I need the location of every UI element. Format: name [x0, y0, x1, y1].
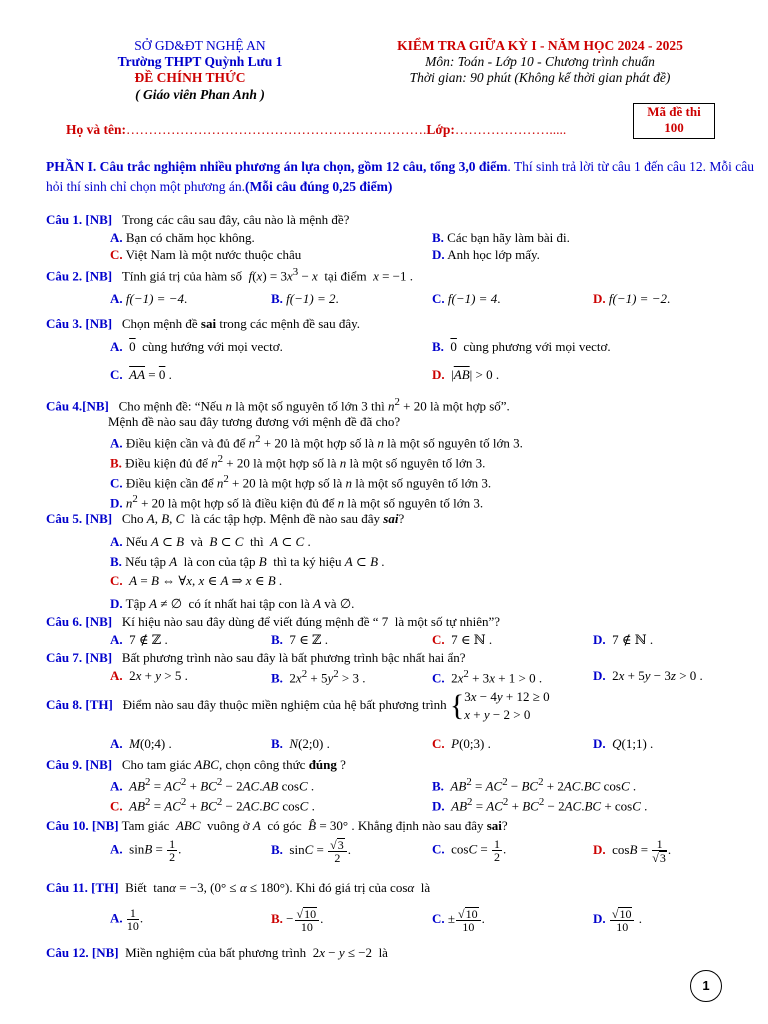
q2-text2: tại điểm	[324, 268, 367, 284]
q10-option-c[interactable]: C. cosC = $\frac{1}{2}$ .	[432, 837, 507, 864]
q4-b-text: Điều kiện đủ để	[125, 455, 208, 471]
q1-option-d[interactable]: D. Anh học lớp mấy.	[432, 247, 540, 262]
q4-a-text2: là một hợp số là	[290, 435, 375, 451]
part1-title: PHẦN I. Câu trắc nghiệm nhiều phương án lựa chọn, gồm 12 câu, tổng 3,0 điểm	[46, 159, 508, 174]
q11-label: Câu 11. [TH]	[46, 880, 119, 895]
q5-d-text3: và	[324, 596, 337, 611]
q4-text-c: là một hợp số”.	[430, 398, 510, 414]
q11-option-a[interactable]: A. $\frac{1}{10}$ .	[110, 906, 144, 933]
question-5: Câu 5. [NB] Cho A, B, C là các tập hợp. Mệnh đề nào sau đây sai?	[46, 511, 405, 526]
q6-text: Kí hiệu nào sau đây dùng để viết đúng mệnh đề “	[121, 614, 379, 629]
question-6: Câu 6. [NB] Kí hiệu nào sau đây dùng để viết đúng mệnh đề “ 7 là một số tự nhiên”?	[46, 614, 501, 629]
q9-option-c[interactable]: C. $AB^2 = AC^2 + BC^2 - 2AC.BC$ cosC .	[110, 796, 315, 814]
q4-b-text2: là một hợp số là	[253, 455, 337, 471]
q4-a-text: Điều kiện cần và đủ để	[125, 435, 246, 451]
q4-c-text3: là một số nguyên tố lớn 3.	[355, 475, 492, 491]
q4-label: Câu 4.[NB]	[46, 398, 109, 414]
q5-label: Câu 5. [NB]	[46, 511, 113, 526]
q8-option-d[interactable]: D. Q(1;1) .	[593, 736, 654, 751]
q1-c-text: Việt Nam là một nước thuộc châu	[125, 247, 302, 262]
question-11: Câu 11. [TH] Biết tanα = −3, (0° ≤ α ≤ 180°). Khi đó giá trị của cosα là	[46, 880, 431, 895]
q5-option-d[interactable]: D. Tập A ≠ ∅ có ít nhất hai tập con là A và ∅.	[110, 596, 355, 611]
q9-text-a: Cho tam giác	[121, 757, 192, 772]
student-name-field[interactable]: ………………………………………………………….	[126, 122, 427, 137]
q2-option-d[interactable]: D. f(−1) = −2.	[593, 291, 671, 306]
q5-d-text2: có ít nhất hai tập con là	[188, 596, 310, 611]
q11-option-b[interactable]: B. − $\frac{√10}{10}$ .	[271, 907, 324, 934]
q7-option-a[interactable]: A. 2x + y > 5 .	[110, 668, 188, 683]
q9-text-b: , chọn công thức	[218, 757, 306, 772]
q8-option-a[interactable]: A. M(0;4) .	[110, 736, 172, 751]
q6-text2: là một số tự nhiên”?	[394, 614, 501, 629]
q12-text-b: là	[378, 945, 388, 960]
q7-option-d[interactable]: D. 2x + 5y − 3z > 0 .	[593, 668, 703, 683]
q4-d-text2: là một hợp số là điều kiện đủ để	[167, 495, 335, 511]
q2-b-text: f(−1) = 2	[286, 291, 336, 306]
q5-option-c[interactable]: C. A = B ⇔ ∀x, x ∈ A ⇒ x ∈ B .	[110, 573, 283, 588]
exam-code-value: 100	[664, 120, 684, 135]
q5-option-a[interactable]: A. Nếu A ⊂ B và B ⊂ C thì A ⊂ C .	[110, 534, 311, 549]
school-name: Trường THPT Quỳnh Lưu 1	[117, 54, 283, 69]
q5-option-b[interactable]: B. Nếu tập A là con của tập B thì ta ký hiệu A ⊂ B .	[110, 554, 385, 569]
q5-a-text2: và	[190, 534, 203, 549]
q7-option-c[interactable]: C. $2x^2 + 3x + 1 > 0$ .	[432, 668, 543, 686]
q6-option-c[interactable]: C. 7 ∈ ℕ .	[432, 632, 493, 647]
question-12: Câu 12. [NB] Miền nghiệm của bất phương trình 2x − y ≤ −2 là	[46, 945, 388, 960]
part1-instr-a: . Thí sinh trả lời từ câu 1	[507, 159, 641, 174]
q5-b-text: Nếu tập	[125, 554, 166, 569]
q5-a-text3: thì	[249, 534, 264, 549]
q2-option-a[interactable]: A. f(−1) = −4.	[110, 291, 188, 306]
q5-text-b: là các tập hợp. Mệnh đề nào sau đây	[190, 511, 381, 526]
q8-text: Điểm nào sau đây thuộc miền nghiệm của hệ bất phương trình	[122, 696, 447, 712]
q4-c-text2: là một hợp số là	[258, 475, 343, 491]
department-name: SỞ GD&ĐT NGHỆ AN	[134, 38, 266, 53]
q1-label: Câu 1. [NB]	[46, 212, 113, 227]
q3-b-text: cùng phương với mọi vectơ.	[463, 339, 611, 354]
q2-a-text: f(−1) = −4	[125, 291, 184, 306]
q7-text: Bất phương trình nào sau đây là bất phương trình bậc nhất hai ẩn?	[121, 650, 466, 665]
q3-option-b[interactable]: B. 0 cùng phương với mọi vectơ.	[432, 339, 611, 354]
class-field[interactable]: ………………….....	[454, 122, 567, 137]
q2-option-b[interactable]: B. f(−1) = 2.	[271, 291, 339, 306]
q4-subtext: Mệnh đề nào sau đây tương đương với mệnh đề đã cho?	[108, 414, 401, 429]
q3-option-a[interactable]: A. 0 cùng hướng với mọi vectơ.	[110, 339, 283, 354]
q6-option-a[interactable]: A. 7 ∉ ℤ .	[110, 632, 168, 647]
part1-instructions	[46, 157, 758, 197]
q4-option-a[interactable]: A. Điều kiện cần và đủ để $n^2 + 20$ là một hợp số là n là một số nguyên tố lớn 3.	[110, 433, 523, 451]
q10-text-c: có góc	[267, 818, 302, 833]
q8-option-b[interactable]: B. N(2;0) .	[271, 736, 330, 751]
q5-d-text: Tập	[125, 596, 146, 611]
q2-text: Tính giá trị của hàm số	[121, 268, 243, 284]
q10-option-b[interactable]: B. sinC = $\frac{√3}{2}$ .	[271, 838, 351, 865]
exam-code-box	[633, 103, 715, 139]
question-4: Câu 4.[NB] Cho mệnh đề: “Nếu n là một số nguyên tố lớn 3 thì $n^2 + 20$ là một hợp số”.	[46, 396, 510, 414]
q5-b-text3: thì ta ký hiệu	[273, 554, 342, 569]
question-8: Câu 8. [TH] Điểm nào sau đây thuộc miền nghiệm của hệ bất phương trình { 3x − 4y + 12 ≥ 0 x + y − 2 > 0	[46, 689, 550, 722]
q5-a-text: Nếu	[125, 534, 148, 549]
q1-option-b[interactable]: B. Các bạn hãy làm bài đi.	[432, 230, 570, 245]
q4-option-d[interactable]: D. $n^2 + 20$ là một hợp số là điều kiện đủ để n là một số nguyên tố lớn 3.	[110, 493, 484, 511]
teacher-name: ( Giáo viên Phan Anh )	[135, 87, 265, 102]
q11-text-a: Biết	[125, 880, 147, 895]
q1-b-text: Các bạn hãy làm bài đi.	[447, 230, 570, 245]
q4-d-text3: là một số nguyên tố lớn 3.	[347, 495, 484, 511]
q3-option-c[interactable]: C. $\overline{AA} = 0$ .	[110, 367, 172, 382]
exam-code-label: Mã đề thi	[647, 104, 701, 119]
q7-label: Câu 7. [NB]	[46, 650, 113, 665]
q6-label: Câu 6. [NB]	[46, 614, 113, 629]
q2-c-text: f(−1) = 4	[447, 291, 498, 306]
q8-label: Câu 8. [TH]	[46, 696, 113, 712]
q4-c-text: Điều kiện cần để	[125, 475, 214, 491]
q2-label: Câu 2. [NB]	[46, 268, 113, 284]
page-number: 1	[690, 970, 722, 1002]
q3-label: Câu 3. [NB]	[46, 316, 113, 331]
question-1	[46, 212, 349, 228]
q6-option-d[interactable]: D. 7 ∉ ℕ .	[593, 632, 654, 647]
q4-option-c[interactable]: C. Điều kiện cần để $n^2 + 20$ là một hợp số là n là một số nguyên tố lớn 3.	[110, 473, 492, 491]
question-3	[46, 316, 360, 332]
exam-time: Thời gian: 90 phút (Không kể thời gian phát đề)	[409, 70, 671, 85]
q3-option-d[interactable]: D. $|\overline{AB}| > 0$ .	[432, 367, 500, 382]
q9-text-c: đúng	[308, 757, 337, 772]
q11-option-d[interactable]: D. $\frac{√10}{10}$ .	[593, 907, 642, 934]
q4-text-a: Cho mệnh đề: “Nếu	[118, 398, 223, 414]
q10-option-a[interactable]: A. sinB = $\frac{1}{2}$ .	[110, 837, 182, 864]
q3-a-text: cùng hướng với mọi vectơ.	[142, 339, 283, 354]
q4-a-text3: là một số nguyên tố lớn 3.	[387, 435, 523, 451]
question-2: Câu 2. [NB] Tính giá trị của hàm số $f(x) = 3x^3 - x$ tại điểm x = −1 .	[46, 266, 414, 284]
class-label: Lớp:	[426, 122, 455, 137]
q11-text-b: . Khi đó giá trị của	[289, 880, 387, 895]
part1-instr-bold: (Mỗi câu đúng 0,25 điểm)	[244, 179, 393, 194]
q9-label: Câu 9. [NB]	[46, 757, 113, 772]
question-10: Câu 10. [NB] Tam giác ABC vuông ở A có góc B̂ = 30° . Khẳng định nào sau đây sai?	[46, 818, 508, 833]
q1-option-c[interactable]: C. Việt Nam là một nước thuộc châu	[110, 247, 302, 262]
q10-text-e: sai	[486, 818, 502, 833]
q9-option-b[interactable]: B. $AB^2 = AC^2 - BC^2 + 2AC.BC$ cosC .	[432, 776, 637, 794]
q7-option-b[interactable]: B. $2x^2 + 5y^2 > 3$ .	[271, 668, 366, 686]
q3-text-b: sai	[200, 316, 217, 331]
q5-b-text2: là con của tập	[183, 554, 256, 569]
q1-d-text: Anh học lớp mấy.	[447, 247, 540, 262]
exam-title: KIỂM TRA GIỮA KỲ I - NĂM HỌC 2024 - 2025	[397, 38, 683, 53]
q4-text-b: là một số nguyên tố lớn 3 thì	[235, 398, 385, 414]
q10-text-d: . Khẳng định nào sau đây	[351, 818, 484, 833]
student-name-label: Họ và tên:	[66, 122, 126, 137]
q1-option-a[interactable]: A. Bạn có chăm học không.	[110, 230, 255, 245]
q6-option-b[interactable]: B. 7 ∈ ℤ .	[271, 632, 329, 647]
question-9: Câu 9. [NB] Cho tam giác ABC, chọn công thức đúng ?	[46, 757, 346, 772]
q2-option-c[interactable]: C. f(−1) = 4.	[432, 291, 501, 306]
q4-option-b[interactable]: B. Điều kiện đủ để $n^2 + 20$ là một hợp số là n là một số nguyên tố lớn 3.	[110, 453, 486, 471]
q10-option-d[interactable]: D. cosB = $\frac{1}{√3}$ .	[593, 837, 672, 865]
q2-d-text: f(−1) = −2	[608, 291, 667, 306]
q11-option-c[interactable]: C. ± $\frac{√10}{10}$ .	[432, 907, 485, 934]
q9-option-d[interactable]: D. $AB^2 = AC^2 + BC^2 - 2AC.BC + \cos C$ .	[432, 796, 648, 814]
q5-text-a: Cho	[121, 511, 144, 526]
q4-b-text3: là một số nguyên tố lớn 3.	[349, 455, 486, 471]
q3-text-c: trong các mệnh đề sau đây.	[216, 316, 361, 331]
question-7	[46, 650, 466, 666]
q11-text-c: là	[420, 880, 431, 895]
q8-option-c[interactable]: C. P(0;3) .	[432, 736, 491, 751]
q12-label: Câu 12. [NB]	[46, 945, 119, 960]
q12-text-a: Miền nghiệm của bất phương trình	[125, 945, 307, 960]
exam-subject: Môn: Toán - Lớp 10 - Chương trình chuẩn	[425, 54, 655, 69]
q10-label: Câu 10. [NB]	[46, 818, 119, 833]
q1-a-text: Bạn có chăm học không.	[125, 230, 255, 245]
q10-text-a: Tam giác	[121, 818, 170, 833]
q1-text: Trong các câu sau đây, câu nào là mệnh đề?	[121, 212, 350, 227]
official-label: ĐỀ CHÍNH THỨC	[134, 70, 246, 85]
q10-text-b: vuông ở	[207, 818, 250, 833]
part1-instr-b: đến câu 12. Mỗi câu hỏi thí sinh chỉ chọn một phương án.	[46, 159, 755, 194]
q9-option-a[interactable]: A. $AB^2 = AC^2 + BC^2 - 2AC.AB$ cosC .	[110, 776, 315, 794]
student-name-row	[66, 122, 566, 138]
q5-text-c: sai	[383, 511, 399, 526]
q3-text-a: Chọn mệnh đề	[121, 316, 201, 331]
